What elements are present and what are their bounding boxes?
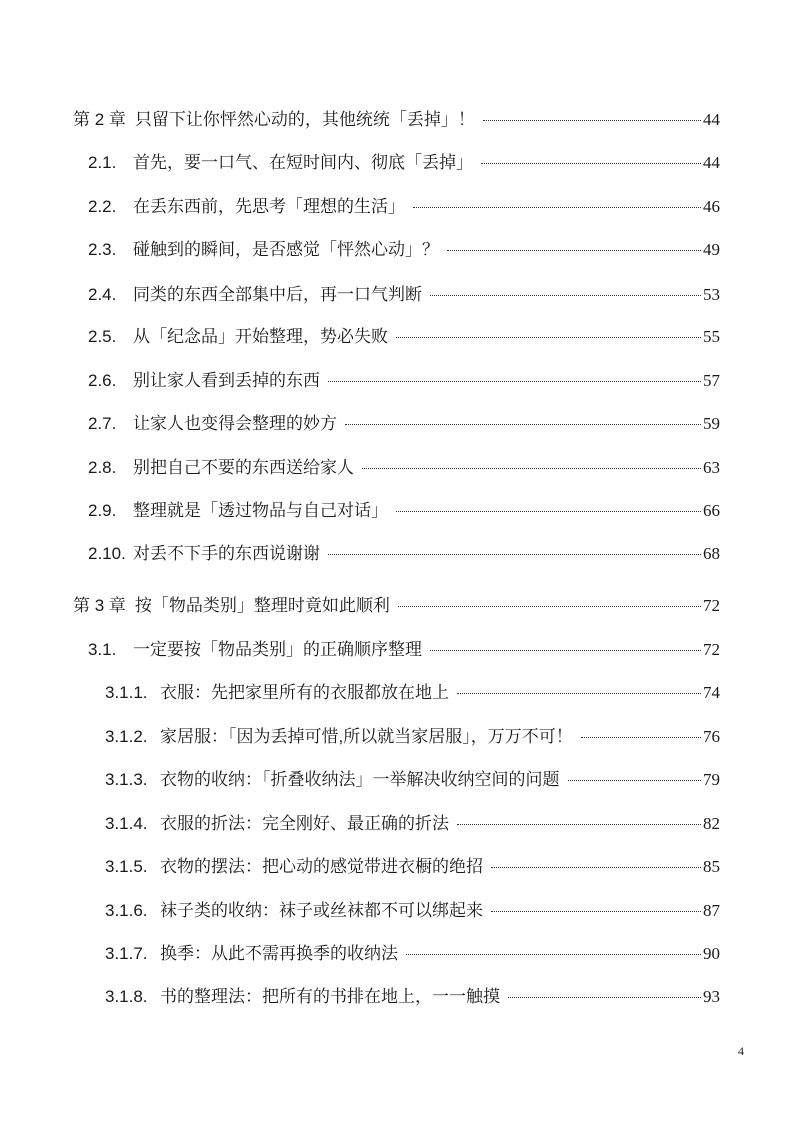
entry-title: 别让家人看到丢掉的东西 (133, 371, 320, 390)
entry-title: 袜子类的收纳：袜子或丝袜都不可以绑起来 (160, 901, 483, 920)
dot-leader (406, 954, 701, 955)
entry-page: 90 (703, 944, 720, 963)
entry-title: 衣物的收纳：「折叠收纳法」一举解决收纳空间的问题 (160, 770, 560, 789)
dot-leader (430, 650, 701, 651)
entry-title: 碰触到的瞬间，是否感觉「怦然心动」？ (133, 240, 439, 259)
entry-number: 2.2. (88, 197, 117, 216)
toc-entry[interactable] (88, 639, 720, 661)
entry-page: 46 (703, 197, 720, 216)
entry-number: 3.1.3. (105, 770, 148, 789)
entry-page: 55 (703, 327, 720, 346)
entry-page: 63 (703, 458, 720, 477)
page-number: 4 (738, 1044, 744, 1058)
entry-page: 66 (703, 501, 720, 520)
dot-leader (447, 250, 701, 251)
entry-number: 第 2 章 (73, 110, 126, 129)
toc-entry[interactable] (105, 856, 720, 878)
entry-page: 85 (703, 857, 720, 876)
entry-page: 74 (703, 683, 720, 702)
entry-number: 2.5. (88, 327, 117, 346)
entry-page: 59 (703, 414, 720, 433)
dot-leader (481, 163, 701, 164)
dot-leader (483, 120, 701, 121)
entry-number: 3.1. (88, 640, 117, 659)
dot-leader (413, 207, 701, 208)
dot-leader (345, 424, 701, 425)
toc-entry[interactable] (88, 543, 720, 565)
entry-page: 93 (703, 987, 720, 1006)
entry-title: 同类的东西全部集中后，再一口气判断 (133, 285, 422, 304)
toc-entry[interactable] (88, 284, 720, 306)
entry-page: 72 (703, 596, 720, 615)
entry-number: 2.9. (88, 501, 117, 520)
toc-entry[interactable] (73, 109, 720, 131)
entry-page: 72 (703, 640, 720, 659)
toc-entry[interactable] (88, 500, 720, 522)
entry-title: 只留下让你怦然心动的，其他统统「丢掉」！ (134, 110, 475, 129)
toc-entry[interactable] (105, 682, 720, 704)
toc-entry[interactable] (105, 813, 720, 835)
toc-entry[interactable] (88, 457, 720, 479)
entry-title: 在丢东西前，先思考「理想的生活」 (133, 197, 405, 216)
entry-title: 让家人也变得会整理的妙方 (133, 414, 337, 433)
toc-entry[interactable] (88, 326, 720, 348)
entry-title: 家居服：「因为丢掉可惜,所以就当家居服」，万万不可！ (160, 727, 573, 746)
entry-number: 2.1. (88, 153, 117, 172)
dot-leader (362, 468, 701, 469)
entry-number: 2.7. (88, 414, 117, 433)
toc-entry[interactable] (105, 769, 720, 791)
entry-number: 2.10. (88, 544, 126, 563)
dot-leader (328, 381, 701, 382)
toc-entry[interactable] (88, 152, 720, 174)
entry-page: 87 (703, 901, 720, 920)
entry-title: 对丢不下手的东西说谢谢 (133, 544, 320, 563)
entry-title: 按「物品类别」整理时竟如此顺利 (134, 596, 390, 615)
dot-leader (430, 295, 701, 296)
dot-leader (457, 824, 701, 825)
entry-page: 44 (703, 110, 720, 129)
dot-leader (328, 554, 701, 555)
entry-title: 衣服：先把家里所有的衣服都放在地上 (160, 683, 449, 702)
entry-page: 49 (703, 240, 720, 259)
entry-number: 3.1.4. (105, 814, 148, 833)
entry-title: 首先，要一口气、在短时间内、彻底「丢掉」 (133, 153, 473, 172)
entry-page: 76 (703, 727, 720, 746)
entry-number: 2.3. (88, 240, 117, 259)
entry-number: 2.4. (88, 285, 117, 304)
entry-page: 44 (703, 153, 720, 172)
entry-title: 整理就是「透过物品与自己对话」 (133, 501, 388, 520)
dot-leader (491, 911, 701, 912)
entry-number: 第 3 章 (73, 596, 126, 615)
entry-number: 3.1.7. (105, 944, 148, 963)
toc-entry[interactable] (88, 196, 720, 218)
entry-title: 换季：从此不需再换季的收纳法 (160, 944, 398, 963)
entry-number: 3.1.8. (105, 987, 148, 1006)
entry-page: 57 (703, 371, 720, 390)
entry-page: 79 (703, 770, 720, 789)
entry-title: 书的整理法：把所有的书排在地上，一一触摸 (160, 987, 500, 1006)
entry-title: 一定要按「物品类别」的正确顺序整理 (133, 640, 422, 659)
dot-leader (396, 511, 701, 512)
toc-entry[interactable] (105, 900, 720, 922)
entry-number: 3.1.1. (105, 683, 148, 702)
entry-title: 从「纪念品」开始整理，势必失败 (133, 327, 388, 346)
entry-number: 3.1.2. (105, 727, 148, 746)
entry-number: 2.6. (88, 371, 117, 390)
entry-page: 68 (703, 544, 720, 563)
dot-leader (457, 693, 701, 694)
entry-page: 82 (703, 814, 720, 833)
entry-number: 3.1.6. (105, 901, 148, 920)
dot-leader (396, 337, 701, 338)
toc-entry[interactable] (88, 370, 720, 392)
toc-entry[interactable] (105, 726, 720, 748)
toc-entry[interactable] (105, 986, 720, 1008)
entry-number: 2.8. (88, 458, 117, 477)
entry-number: 3.1.5. (105, 857, 148, 876)
toc-entry[interactable] (88, 239, 720, 261)
entry-title: 衣服的折法：完全刚好、最正确的折法 (160, 814, 449, 833)
entry-title: 别把自己不要的东西送给家人 (133, 458, 354, 477)
dot-leader (491, 867, 701, 868)
entry-title: 衣物的摆法：把心动的感觉带进衣橱的绝招 (160, 857, 483, 876)
entry-page: 53 (703, 285, 720, 304)
dot-leader (568, 780, 702, 781)
dot-leader (398, 606, 701, 607)
toc-entry[interactable] (88, 413, 720, 435)
toc-entry[interactable] (105, 943, 720, 965)
dot-leader (581, 737, 701, 738)
dot-leader (508, 997, 701, 998)
toc-entry[interactable] (73, 595, 720, 617)
